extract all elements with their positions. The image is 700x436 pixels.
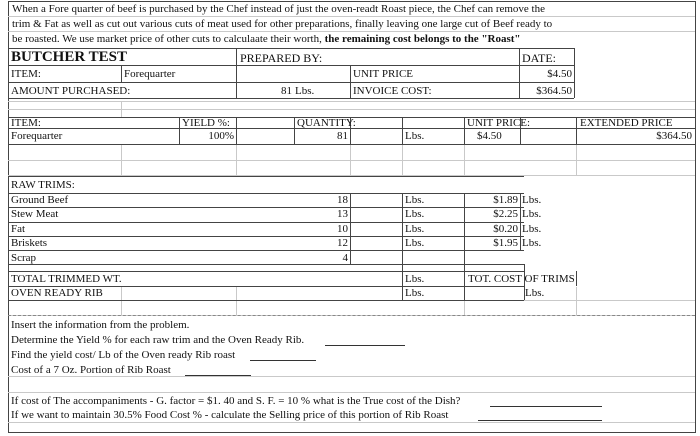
col-quantity-header: QUANTITY:: [297, 117, 356, 129]
item-label: ITEM:: [11, 68, 41, 80]
row-extended-price: $364.50: [656, 130, 692, 142]
question-2: Determine the Yield % for each raw trim and the Oven Ready Rib.: [11, 334, 305, 346]
trim-qty: 18: [337, 194, 348, 206]
oven-ready-rib-label: OVEN READY RIB: [11, 287, 103, 299]
row-unit: Lbs.: [405, 130, 425, 142]
invoice-cost-value: $364.50: [536, 85, 572, 97]
question-3: Find the yield cost/ Lb of the Oven ready Rib roast: [11, 349, 236, 361]
trim-name: Ground Beef: [11, 194, 69, 206]
trim-price: $1.89: [493, 194, 518, 206]
trim-qty: 13: [337, 208, 348, 220]
trim-price-unit: Lbs.: [522, 223, 542, 235]
prepared-by-label: PREPARED BY:: [240, 51, 323, 65]
col-yield-header: YIELD %:: [182, 117, 230, 129]
intro-line-3-bold: the remaining cost belongs to the "Roast": [324, 33, 521, 45]
intro-line-3: [12, 34, 521, 45]
tot-cost-trims-label: TOT. COST OF TRIMS: [468, 273, 575, 285]
row-quantity: 81: [337, 130, 348, 142]
amount-purchased-unit: Lbs.: [295, 85, 315, 97]
row-yield: 100%: [208, 130, 234, 142]
trim-qty: 12: [337, 237, 348, 249]
col-extended-price-header: EXTENDED PRICE: [580, 117, 673, 129]
invoice-cost-label: INVOICE COST:: [353, 85, 432, 97]
trim-name: Stew Meat: [11, 208, 59, 220]
oven-ready-rib-unit: Lbs.: [405, 287, 425, 299]
question-4: Cost of a 7 Oz. Portion of Rib Roast: [11, 364, 171, 376]
trim-qty: 10: [337, 223, 348, 235]
trim-name: Briskets: [11, 237, 48, 249]
amount-purchased-value: 81: [281, 85, 292, 97]
trim-price: $0.20: [493, 223, 518, 235]
intro-line-2: trim & Fat as well as cut out various cuts of meat used for other preparations, finally leaving one large cut of Beef ready to: [12, 18, 553, 30]
page-title: BUTCHER TEST: [11, 49, 128, 65]
trim-price-unit: Lbs.: [522, 208, 542, 220]
tot-cost-trims-unit: Lbs.: [525, 287, 545, 299]
answer-blank-4[interactable]: [185, 375, 251, 376]
raw-trims-heading: RAW TRIMS:: [11, 179, 75, 191]
answer-blank-2[interactable]: [325, 345, 405, 346]
row-item: Forequarter: [11, 130, 63, 142]
question-6: If we want to maintain 30.5% Food Cost % - calculate the Selling price of this portion of Rib Roast: [11, 409, 449, 421]
trim-price: $1.95: [493, 237, 518, 249]
trim-price-unit: Lbs.: [522, 194, 542, 206]
date-label: DATE:: [522, 51, 556, 65]
row-unit-price: $4.50: [477, 130, 502, 142]
trim-unit: Lbs.: [405, 237, 425, 249]
answer-blank-6[interactable]: [478, 420, 602, 421]
trim-name: Fat: [11, 223, 26, 235]
trim-unit: Lbs.: [405, 223, 425, 235]
total-trimmed-label: TOTAL TRIMMED WT.: [11, 273, 122, 285]
col-item-header: ITEM:: [11, 117, 41, 129]
total-trimmed-unit: Lbs.: [405, 273, 425, 285]
unit-price-value: $4.50: [547, 68, 572, 80]
trim-unit: Lbs.: [405, 208, 425, 220]
amount-purchased-label: AMOUNT PURCHASED:: [11, 85, 131, 97]
question-1: Insert the information from the problem.: [11, 319, 190, 331]
item-value: Forequarter: [124, 68, 176, 80]
col-unit-price-header: UNIT PRICE:: [467, 117, 531, 129]
question-5: If cost of The accompaniments - G. factor = $1. 40 and S. F. = 10 % what is the True cost of the Dish?: [11, 395, 461, 407]
answer-blank-5[interactable]: [490, 406, 602, 407]
trim-price: $2.25: [493, 208, 518, 220]
trim-qty: 4: [342, 252, 348, 264]
intro-line-3-normal: be roasted. We use market price of other cuts to calculaate their worth,: [12, 33, 325, 45]
trim-name: Scrap: [11, 252, 37, 264]
answer-blank-3[interactable]: [250, 360, 316, 361]
intro-line-1: When a Fore quarter of beef is purchased by the Chef instead of just the oven-readt Roast piece, the Chef can remove the: [12, 3, 545, 15]
trim-price-unit: Lbs.: [522, 237, 542, 249]
trim-unit: Lbs.: [405, 194, 425, 206]
unit-price-label: UNIT PRICE: [353, 68, 413, 80]
